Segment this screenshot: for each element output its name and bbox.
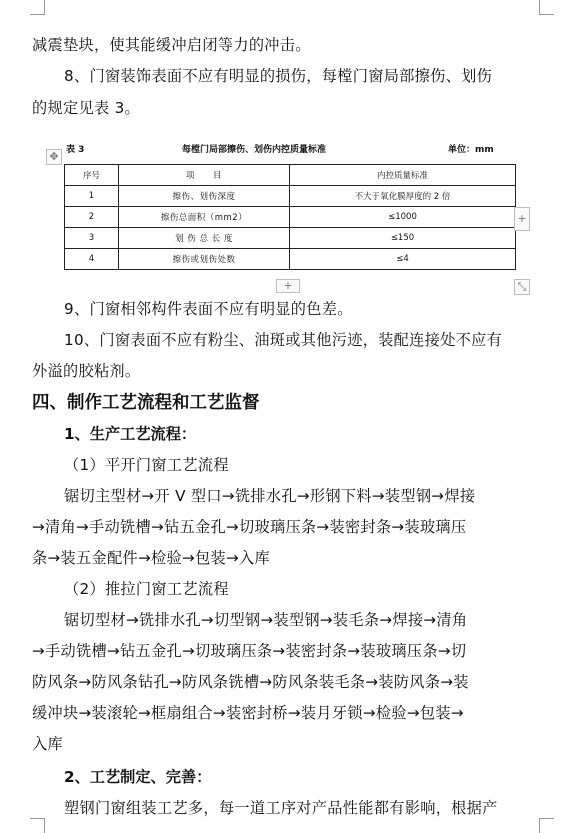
flow-2-title: （2）推拉门窗工艺流程 — [64, 580, 229, 598]
flow-2-line: 防风条→防风条钻孔→防风条铣槽→防风条装毛条→装防风条→装 — [32, 673, 469, 691]
flow-1-line: 条→装五金配件→检验→包装→入库 — [32, 549, 270, 567]
table-cell[interactable]: 2 — [65, 207, 119, 228]
table-header-cell[interactable]: 项 目 — [119, 165, 290, 186]
flow-2-line: 锯切型材→铣排水孔→切型钢→装型钢→装毛条→焊接→清角 — [64, 611, 468, 629]
table-cell[interactable]: ≤150 — [290, 228, 516, 249]
table-title: 每樘门局部擦伤、划伤内控质量标准 — [182, 145, 327, 155]
table-cell[interactable]: 擦伤总面积（mm2） — [119, 207, 290, 228]
table-unit: 单位：mm — [448, 145, 494, 155]
table-caption — [64, 142, 516, 156]
section-heading-4: 四、制作工艺流程和工艺监督 — [32, 393, 260, 413]
resize-icon[interactable]: ⤡ — [514, 279, 530, 295]
paragraph-top: 减震垫块，使其能缓冲启闭等力的冲击。 — [32, 36, 311, 54]
subheading-process-flow: 1、生产工艺流程： — [64, 425, 197, 443]
table-cell[interactable]: 擦伤或划伤处数 — [119, 249, 290, 270]
table-number: 表 3 — [66, 145, 85, 155]
page-corner-mark-top-right — [539, 0, 554, 15]
table-cell[interactable]: 1 — [65, 186, 119, 207]
page-corner-mark-bottom-left — [30, 818, 45, 833]
quality-standard-table — [64, 164, 516, 270]
table-cell[interactable]: ≤4 — [290, 249, 516, 270]
flow-1-line: →清角→手动铣槽→钻五金孔→切玻璃压条→装密封条→装玻璃压 — [32, 518, 467, 536]
table-row — [65, 228, 516, 249]
paragraph-last: 塑钢门窗组装工艺多，每一道工序对产品性能都有影响，根据产 — [64, 799, 498, 817]
flow-2-line: →手动铣槽→钻五金孔→切玻璃压条→装密封条→装玻璃压条→切 — [32, 642, 467, 660]
table-cell[interactable]: 4 — [65, 249, 119, 270]
flow-2-line: 入库 — [32, 735, 63, 753]
add-column-icon[interactable]: + — [514, 207, 530, 231]
move-handle-icon[interactable]: ✥ — [46, 149, 62, 165]
table-cell[interactable]: 擦伤、划伤深度 — [119, 186, 290, 207]
flow-1-line: 锯切主型材→开 V 型口→铣排水孔→形钢下料→装型钢→焊接 — [64, 487, 476, 505]
paragraph-8-line-1: 8、门窗装饰表面不应有明显的损伤，每樘门窗局部擦伤、划伤 — [64, 67, 493, 85]
table-header-cell[interactable]: 序号 — [65, 165, 119, 186]
table-cell[interactable]: 划 伤 总 长 度 — [119, 228, 290, 249]
paragraph-10-line-2: 外溢的胶粘剂。 — [32, 362, 141, 380]
table-header-row — [65, 165, 516, 186]
page-corner-mark-top-left — [30, 0, 45, 15]
subheading-process-refinement: 2、工艺制定、完善： — [64, 768, 212, 786]
flow-2-line: 缓冲块→装滚轮→框扇组合→装密封桥→装月牙锁→检验→包装→ — [32, 704, 464, 722]
table-row — [65, 207, 516, 228]
add-row-icon[interactable]: + — [276, 279, 300, 293]
table-row — [65, 249, 516, 270]
table-cell[interactable]: 不大于氧化膜厚度的 2 倍 — [290, 186, 516, 207]
table-cell[interactable]: 3 — [65, 228, 119, 249]
table-row — [65, 186, 516, 207]
table-cell[interactable]: ≤1000 — [290, 207, 516, 228]
flow-1-title: （1）平开门窗工艺流程 — [64, 456, 229, 474]
paragraph-8-line-2: 的规定见表 3。 — [32, 99, 141, 117]
paragraph-10-line-1: 10、门窗表面不应有粉尘、油斑或其他污迹，装配连接处不应有 — [64, 331, 503, 349]
paragraph-9: 9、门窗相邻构件表面不应有明显的色差。 — [64, 300, 353, 318]
table-header-cell[interactable]: 内控质量标准 — [290, 165, 516, 186]
